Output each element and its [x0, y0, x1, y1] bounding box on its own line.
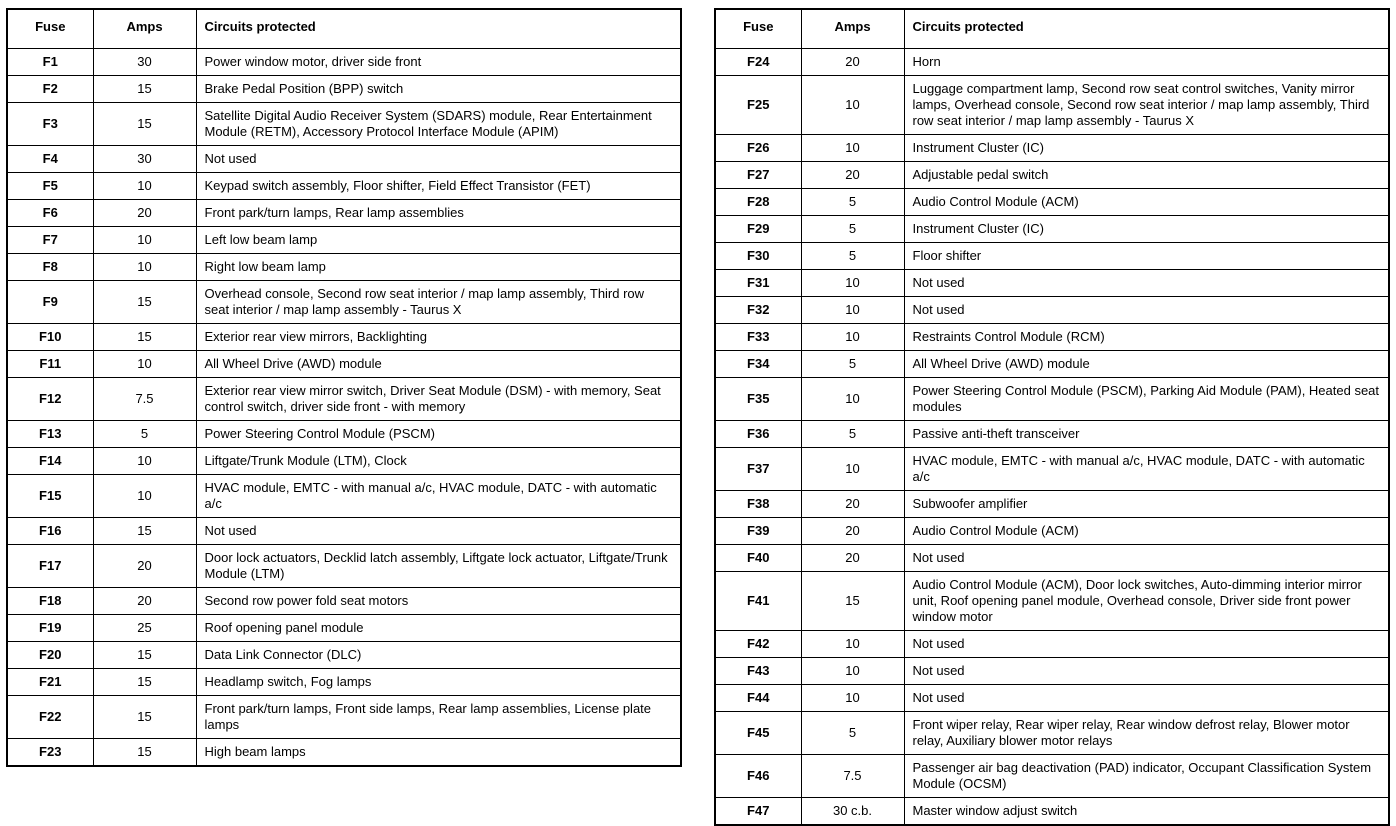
column-header-fuse: Fuse	[715, 9, 801, 49]
table-row	[7, 421, 681, 448]
fuse-cell: F30	[715, 243, 801, 270]
fuse-cell: F42	[715, 631, 801, 658]
amps-cell: 5	[801, 189, 904, 216]
amps-cell: 25	[93, 615, 196, 642]
table-row	[7, 351, 681, 378]
amps-cell: 20	[801, 491, 904, 518]
header-row	[715, 9, 1389, 49]
fuse-cell: F20	[7, 642, 93, 669]
circuits-cell: Satellite Digital Audio Receiver System (SDARS) module, Rear Entertainment Module (RETM), Accessory Protocol Interface Module (APIM)	[196, 103, 681, 146]
table-row	[715, 324, 1389, 351]
circuits-cell: Right low beam lamp	[196, 254, 681, 281]
circuits-cell: Liftgate/Trunk Module (LTM), Clock	[196, 448, 681, 475]
circuits-cell: Audio Control Module (ACM)	[904, 518, 1389, 545]
amps-cell: 30	[93, 146, 196, 173]
amps-cell: 10	[93, 227, 196, 254]
fuse-cell: F24	[715, 49, 801, 76]
circuits-cell: High beam lamps	[196, 739, 681, 767]
table-row	[7, 254, 681, 281]
fuse-cell: F36	[715, 421, 801, 448]
amps-cell: 15	[93, 281, 196, 324]
circuits-cell: Not used	[904, 658, 1389, 685]
fuse-cell: F39	[715, 518, 801, 545]
amps-cell: 10	[801, 76, 904, 135]
fuse-cell: F45	[715, 712, 801, 755]
amps-cell: 10	[801, 631, 904, 658]
circuits-cell: Overhead console, Second row seat interior / map lamp assembly, Third row seat interior / map lamp assembly - Taurus X	[196, 281, 681, 324]
fuse-cell: F27	[715, 162, 801, 189]
table-row	[715, 297, 1389, 324]
amps-cell: 10	[93, 475, 196, 518]
fuse-cell: F18	[7, 588, 93, 615]
amps-cell: 30 c.b.	[801, 798, 904, 826]
amps-cell: 10	[801, 658, 904, 685]
circuits-cell: Front park/turn lamps, Front side lamps, Rear lamp assemblies, License plate lamps	[196, 696, 681, 739]
table-row	[7, 588, 681, 615]
column-header-circuits-protected: Circuits protected	[196, 9, 681, 49]
fuse-cell: F14	[7, 448, 93, 475]
amps-cell: 10	[801, 685, 904, 712]
fuse-cell: F2	[7, 76, 93, 103]
fuse-cell: F38	[715, 491, 801, 518]
table-row	[7, 615, 681, 642]
fuse-table-left	[6, 8, 682, 767]
fuse-cell: F17	[7, 545, 93, 588]
amps-cell: 7.5	[801, 755, 904, 798]
circuits-cell: Audio Control Module (ACM), Door lock switches, Auto-dimming interior mirror unit, Roof opening panel module, Overhead console, Driver side front power window motor	[904, 572, 1389, 631]
circuits-cell: Luggage compartment lamp, Second row seat control switches, Vanity mirror lamps, Overhead console, Second row seat interior / map lamp assembly, Third row seat interior / map lamp assembly - Taurus X	[904, 76, 1389, 135]
fuse-cell: F26	[715, 135, 801, 162]
table-row	[7, 76, 681, 103]
fuse-cell: F37	[715, 448, 801, 491]
amps-cell: 20	[801, 518, 904, 545]
table-row	[7, 696, 681, 739]
table-row	[7, 103, 681, 146]
amps-cell: 7.5	[93, 378, 196, 421]
fuse-cell: F13	[7, 421, 93, 448]
fuse-cell: F6	[7, 200, 93, 227]
circuits-cell: Brake Pedal Position (BPP) switch	[196, 76, 681, 103]
amps-cell: 5	[801, 351, 904, 378]
column-header-amps: Amps	[93, 9, 196, 49]
table-row	[715, 518, 1389, 545]
table-row	[715, 216, 1389, 243]
circuits-cell: Instrument Cluster (IC)	[904, 216, 1389, 243]
circuits-cell: Door lock actuators, Decklid latch assembly, Liftgate lock actuator, Liftgate/Trunk Module (LTM)	[196, 545, 681, 588]
fuse-cell: F1	[7, 49, 93, 76]
table-row	[715, 421, 1389, 448]
amps-cell: 15	[93, 324, 196, 351]
column-header-amps: Amps	[801, 9, 904, 49]
amps-cell: 15	[93, 518, 196, 545]
header-row	[7, 9, 681, 49]
fuse-cell: F40	[715, 545, 801, 572]
table-row	[7, 669, 681, 696]
amps-cell: 10	[801, 378, 904, 421]
table-row	[7, 642, 681, 669]
fuse-cell: F16	[7, 518, 93, 545]
circuits-cell: Not used	[196, 518, 681, 545]
table-row	[7, 324, 681, 351]
amps-cell: 15	[93, 76, 196, 103]
circuits-cell: Audio Control Module (ACM)	[904, 189, 1389, 216]
column-header-circuits-protected: Circuits protected	[904, 9, 1389, 49]
fuse-cell: F35	[715, 378, 801, 421]
circuits-cell: Second row power fold seat motors	[196, 588, 681, 615]
amps-cell: 10	[801, 135, 904, 162]
amps-cell: 15	[93, 103, 196, 146]
table-row	[715, 448, 1389, 491]
table-row	[715, 49, 1389, 76]
fuse-cell: F31	[715, 270, 801, 297]
amps-cell: 5	[801, 712, 904, 755]
circuits-cell: Power window motor, driver side front	[196, 49, 681, 76]
fuse-cell: F28	[715, 189, 801, 216]
amps-cell: 20	[801, 162, 904, 189]
fuse-table-right	[714, 8, 1390, 826]
circuits-cell: Left low beam lamp	[196, 227, 681, 254]
fuse-cell: F8	[7, 254, 93, 281]
circuits-cell: Not used	[904, 631, 1389, 658]
table-row	[7, 200, 681, 227]
circuits-cell: Instrument Cluster (IC)	[904, 135, 1389, 162]
amps-cell: 10	[93, 254, 196, 281]
fuse-cell: F3	[7, 103, 93, 146]
amps-cell: 10	[801, 448, 904, 491]
circuits-cell: Not used	[904, 270, 1389, 297]
amps-cell: 5	[801, 421, 904, 448]
fuse-cell: F15	[7, 475, 93, 518]
circuits-cell: Not used	[904, 545, 1389, 572]
table-row	[715, 270, 1389, 297]
fuse-cell: F4	[7, 146, 93, 173]
table-row	[715, 755, 1389, 798]
amps-cell: 20	[93, 200, 196, 227]
circuits-cell: Front park/turn lamps, Rear lamp assemblies	[196, 200, 681, 227]
fuse-cell: F43	[715, 658, 801, 685]
fuse-cell: F34	[715, 351, 801, 378]
amps-cell: 15	[93, 642, 196, 669]
fuse-cell: F21	[7, 669, 93, 696]
amps-cell: 15	[93, 669, 196, 696]
amps-cell: 10	[801, 324, 904, 351]
circuits-cell: Roof opening panel module	[196, 615, 681, 642]
amps-cell: 5	[801, 216, 904, 243]
circuits-cell: Keypad switch assembly, Floor shifter, Field Effect Transistor (FET)	[196, 173, 681, 200]
circuits-cell: All Wheel Drive (AWD) module	[196, 351, 681, 378]
table-row	[7, 49, 681, 76]
table-row	[715, 631, 1389, 658]
amps-cell: 10	[801, 297, 904, 324]
fuse-cell: F22	[7, 696, 93, 739]
table-row	[715, 378, 1389, 421]
circuits-cell: Not used	[904, 297, 1389, 324]
circuits-cell: Data Link Connector (DLC)	[196, 642, 681, 669]
table-row	[715, 76, 1389, 135]
fuse-cell: F7	[7, 227, 93, 254]
fuse-cell: F10	[7, 324, 93, 351]
circuits-cell: Passenger air bag deactivation (PAD) indicator, Occupant Classification System Module (OCSM)	[904, 755, 1389, 798]
circuits-cell: Restraints Control Module (RCM)	[904, 324, 1389, 351]
circuits-cell: Horn	[904, 49, 1389, 76]
fuse-cell: F46	[715, 755, 801, 798]
circuits-cell: Not used	[904, 685, 1389, 712]
circuits-cell: Headlamp switch, Fog lamps	[196, 669, 681, 696]
circuits-cell: Not used	[196, 146, 681, 173]
fuse-cell: F44	[715, 685, 801, 712]
table-row	[715, 798, 1389, 826]
amps-cell: 10	[93, 448, 196, 475]
table-row	[715, 162, 1389, 189]
fuse-cell: F47	[715, 798, 801, 826]
fuse-cell: F19	[7, 615, 93, 642]
table-row	[7, 739, 681, 767]
table-row	[7, 545, 681, 588]
fuse-cell: F33	[715, 324, 801, 351]
amps-cell: 15	[801, 572, 904, 631]
circuits-cell: Adjustable pedal switch	[904, 162, 1389, 189]
amps-cell: 5	[801, 243, 904, 270]
amps-cell: 15	[93, 696, 196, 739]
table-row	[7, 173, 681, 200]
circuits-cell: HVAC module, EMTC - with manual a/c, HVAC module, DATC - with automatic a/c	[904, 448, 1389, 491]
table-row	[715, 243, 1389, 270]
fuse-cell: F12	[7, 378, 93, 421]
table-row	[715, 351, 1389, 378]
circuits-cell: Exterior rear view mirror switch, Driver Seat Module (DSM) - with memory, Seat control switch, driver side front - with memory	[196, 378, 681, 421]
table-row	[7, 448, 681, 475]
circuits-cell: Floor shifter	[904, 243, 1389, 270]
fuse-cell: F41	[715, 572, 801, 631]
amps-cell: 10	[93, 351, 196, 378]
amps-cell: 10	[801, 270, 904, 297]
circuits-cell: Passive anti-theft transceiver	[904, 421, 1389, 448]
column-header-fuse: Fuse	[7, 9, 93, 49]
circuits-cell: Exterior rear view mirrors, Backlighting	[196, 324, 681, 351]
table-row	[715, 712, 1389, 755]
table-row	[715, 135, 1389, 162]
fuse-cell: F11	[7, 351, 93, 378]
table-row	[715, 545, 1389, 572]
fuse-cell: F9	[7, 281, 93, 324]
table-row	[7, 378, 681, 421]
circuits-cell: Subwoofer amplifier	[904, 491, 1389, 518]
table-row	[7, 146, 681, 173]
table-row	[7, 227, 681, 254]
fuse-cell: F23	[7, 739, 93, 767]
fuse-cell: F5	[7, 173, 93, 200]
amps-cell: 20	[93, 545, 196, 588]
circuits-cell: Power Steering Control Module (PSCM), Parking Aid Module (PAM), Heated seat modules	[904, 378, 1389, 421]
circuits-cell: Power Steering Control Module (PSCM)	[196, 421, 681, 448]
table-row	[715, 572, 1389, 631]
circuits-cell: All Wheel Drive (AWD) module	[904, 351, 1389, 378]
amps-cell: 20	[93, 588, 196, 615]
table-row	[7, 475, 681, 518]
circuits-cell: Front wiper relay, Rear wiper relay, Rear window defrost relay, Blower motor relay, Auxiliary blower motor relays	[904, 712, 1389, 755]
amps-cell: 30	[93, 49, 196, 76]
amps-cell: 15	[93, 739, 196, 767]
amps-cell: 20	[801, 545, 904, 572]
table-row	[7, 518, 681, 545]
fuse-cell: F29	[715, 216, 801, 243]
amps-cell: 10	[93, 173, 196, 200]
amps-cell: 5	[93, 421, 196, 448]
circuits-cell: HVAC module, EMTC - with manual a/c, HVAC module, DATC - with automatic a/c	[196, 475, 681, 518]
table-row	[7, 281, 681, 324]
table-row	[715, 685, 1389, 712]
amps-cell: 20	[801, 49, 904, 76]
fuse-cell: F25	[715, 76, 801, 135]
fuse-cell: F32	[715, 297, 801, 324]
table-row	[715, 491, 1389, 518]
table-row	[715, 658, 1389, 685]
circuits-cell: Master window adjust switch	[904, 798, 1389, 826]
table-row	[715, 189, 1389, 216]
